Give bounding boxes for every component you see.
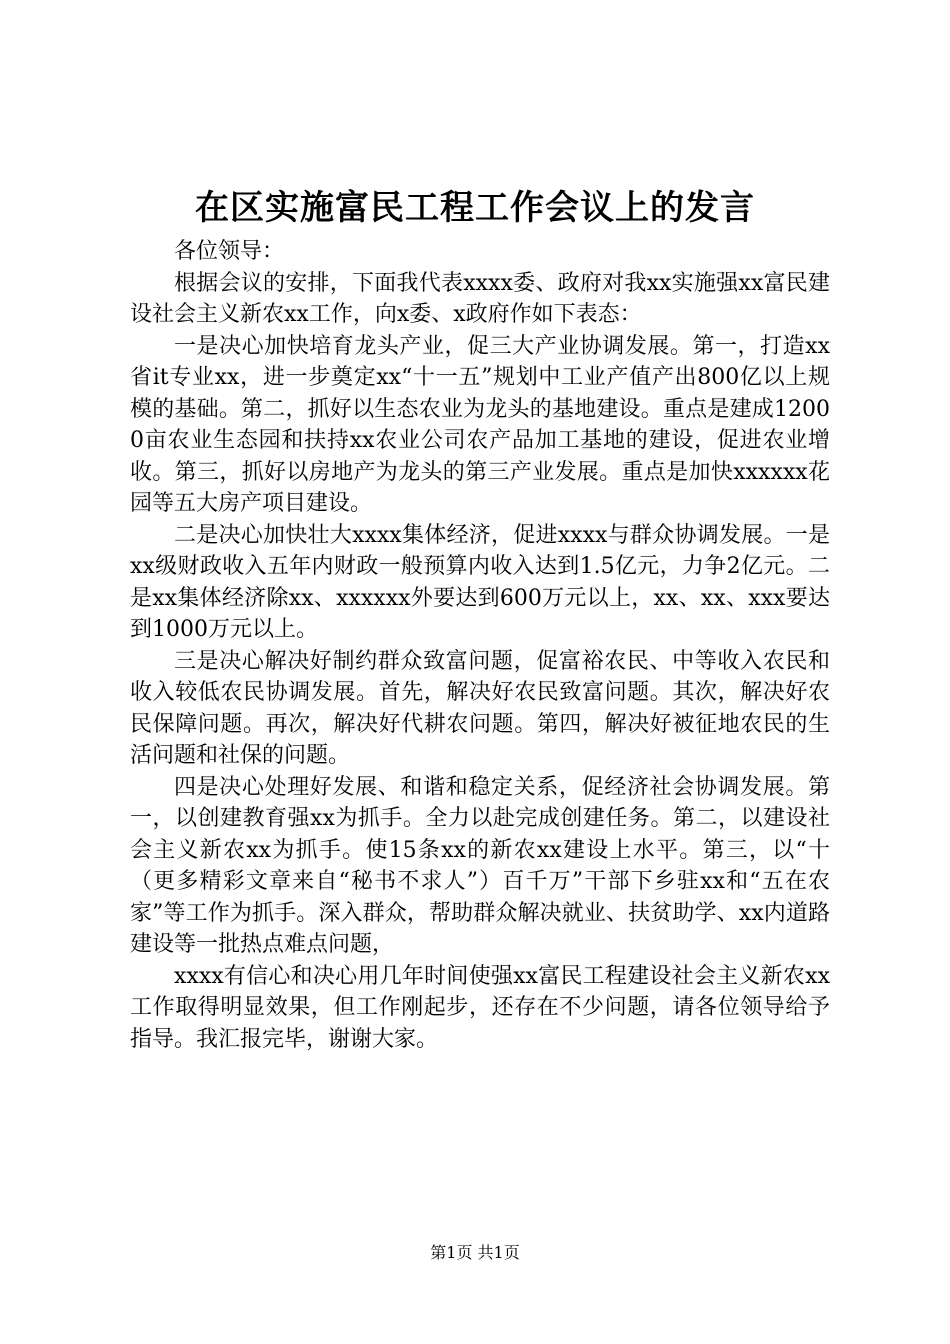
paragraph-point-4: 四是决心处理好发展、和谐和稳定关系，促经济社会协调发展。第一，以创建教育强xx为抓手。全力以赴完成创建任务。第二，以建设社会主义新农xx为抓手。使15条xx的新农xx建设上水平。第三，以“十（更多精彩文章来自“秘书不求人”）百千万”干部下乡驻xx和“五在农家”等工作为抓手。深入群众，帮助群众解决就业、扶贫助学、xx内道路建设等一批热点难点问题，	[130, 774, 830, 957]
paragraph-intro: 根据会议的安排，下面我代表xxxx委、政府对我xx实施强xx富民建设社会主义新农xx工作，向x委、x政府作如下表态：	[130, 270, 830, 327]
paragraph-conclusion: xxxx有信心和决心用几年时间使强xx富民工程建设社会主义新农xx工作取得明显效果，但工作刚起步，还存在不少问题，请各位领导给予指导。我汇报完毕，谢谢大家。	[130, 963, 830, 1052]
document-body	[130, 236, 830, 1055]
paragraph-point-2: 二是决心加快壮大xxxx集体经济，促进xxxx与群众协调发展。一是xx级财政收入五年内财政一般预算内收入达到1.5亿元，力争2亿元。二是xx集体经济除xx、xxxxxx外要达到600万元以上，xx、xx、xxx要达到1000万元以上。	[130, 522, 830, 642]
paragraph-point-3: 三是决心解决好制约群众致富问题，促富裕农民、中等收入农民和收入较低农民协调发展。首先，解决好农民致富问题。其次，解决好农民保障问题。再次，解决好代耕农问题。第四，解决好被征地农民的生活问题和社保的问题。	[130, 648, 830, 768]
greeting: 各位领导：	[174, 239, 285, 264]
document-title: 在区实施富民工程工作会议上的发言	[195, 188, 755, 228]
page-footer: 第1页 共1页	[430, 1243, 520, 1262]
paragraph-point-1: 一是决心加快培育龙头产业，促三大产业协调发展。第一，打造xx省it专业xx，进一步奠定xx“十一五”规划中工业产值产出800亿以上规模的基础。第二，抓好以生态农业为龙头的基地建设。重点是建成12000亩农业生态园和扶持xx农业公司农产品加工基地的建设，促进农业增收。第三，抓好以房地产为龙头的第三产业发展。重点是加快xxxxxx花园等五大房产项目建设。	[130, 333, 830, 516]
